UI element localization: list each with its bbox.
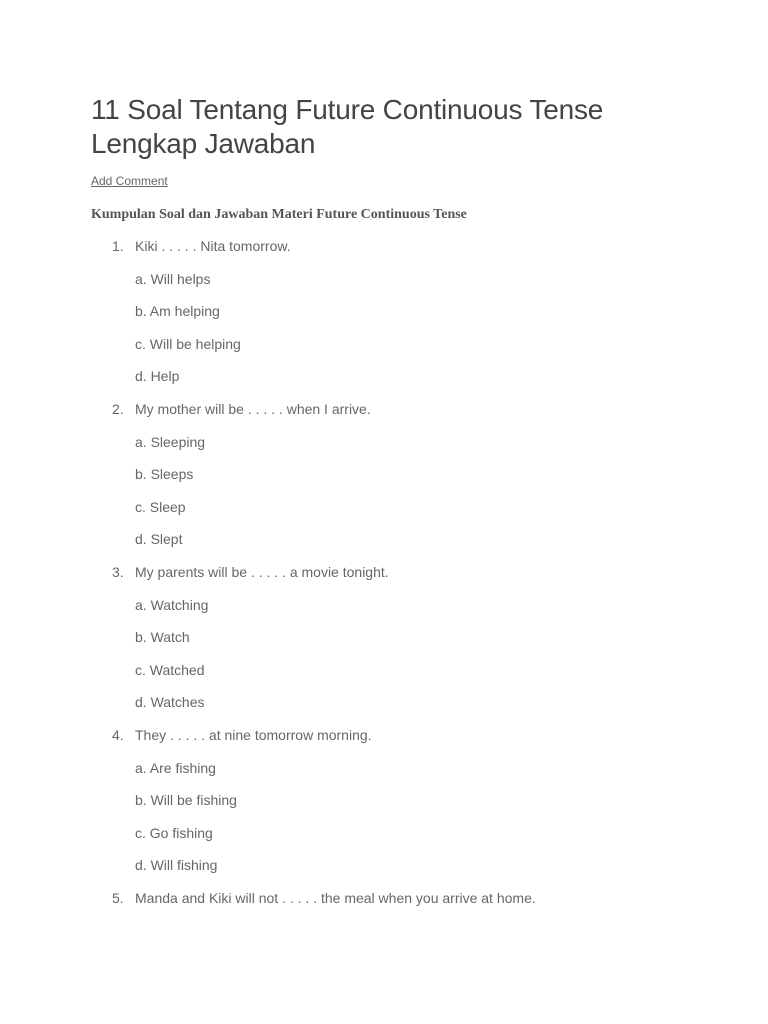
question-number: 4. xyxy=(112,726,124,743)
answer-option: b. Will be fishing xyxy=(135,792,237,809)
answer-option: b. Am helping xyxy=(135,303,220,320)
article xyxy=(91,93,731,908)
page-title-line-1: 11 Soal Tentang Future Continuous Tense xyxy=(91,94,604,125)
answer-option: a. Will helps xyxy=(135,270,211,287)
question-item xyxy=(91,399,731,549)
answer-option: d. Will fishing xyxy=(135,857,218,874)
page-title-line-2: Lengkap Jawaban xyxy=(91,128,316,159)
answer-option: c. Watched xyxy=(135,661,205,678)
question-item xyxy=(91,562,731,712)
question-number: 3. xyxy=(112,563,124,580)
answer-option: b. Watch xyxy=(135,629,190,646)
question-item xyxy=(91,725,731,875)
question-text: My parents will be . . . . . a movie tonight. xyxy=(135,563,389,580)
answer-option: c. Will be helping xyxy=(135,335,241,352)
question-number: 5. xyxy=(112,889,124,906)
answer-option: d. Watches xyxy=(135,694,205,711)
question-text: Manda and Kiki will not . . . . . the meal when you arrive at home. xyxy=(135,889,536,906)
answer-option: d. Slept xyxy=(135,531,183,548)
article-subtitle: Kumpulan Soal dan Jawaban Materi Future Continuous Tense xyxy=(91,207,467,222)
question-number: 1. xyxy=(112,238,124,254)
question-text: They . . . . . at nine tomorrow morning. xyxy=(135,726,372,743)
answer-option: c. Go fishing xyxy=(135,824,213,841)
question-item xyxy=(91,888,731,908)
question-number: 2. xyxy=(112,400,124,417)
answer-option: a. Watching xyxy=(135,596,209,613)
question-item xyxy=(91,236,731,386)
question-text: My mother will be . . . . . when I arrive. xyxy=(135,400,371,417)
answer-option: c. Sleep xyxy=(135,498,186,515)
question-text: Kiki . . . . . Nita tomorrow. xyxy=(135,238,291,254)
question-list xyxy=(91,236,731,908)
add-comment-link[interactable]: Add Comment xyxy=(91,174,168,188)
answer-option: a. Sleeping xyxy=(135,433,206,450)
answer-option: b. Sleeps xyxy=(135,466,194,483)
page-title xyxy=(91,93,731,161)
answer-option: d. Help xyxy=(135,368,180,385)
answer-option: a. Are fishing xyxy=(135,759,216,776)
